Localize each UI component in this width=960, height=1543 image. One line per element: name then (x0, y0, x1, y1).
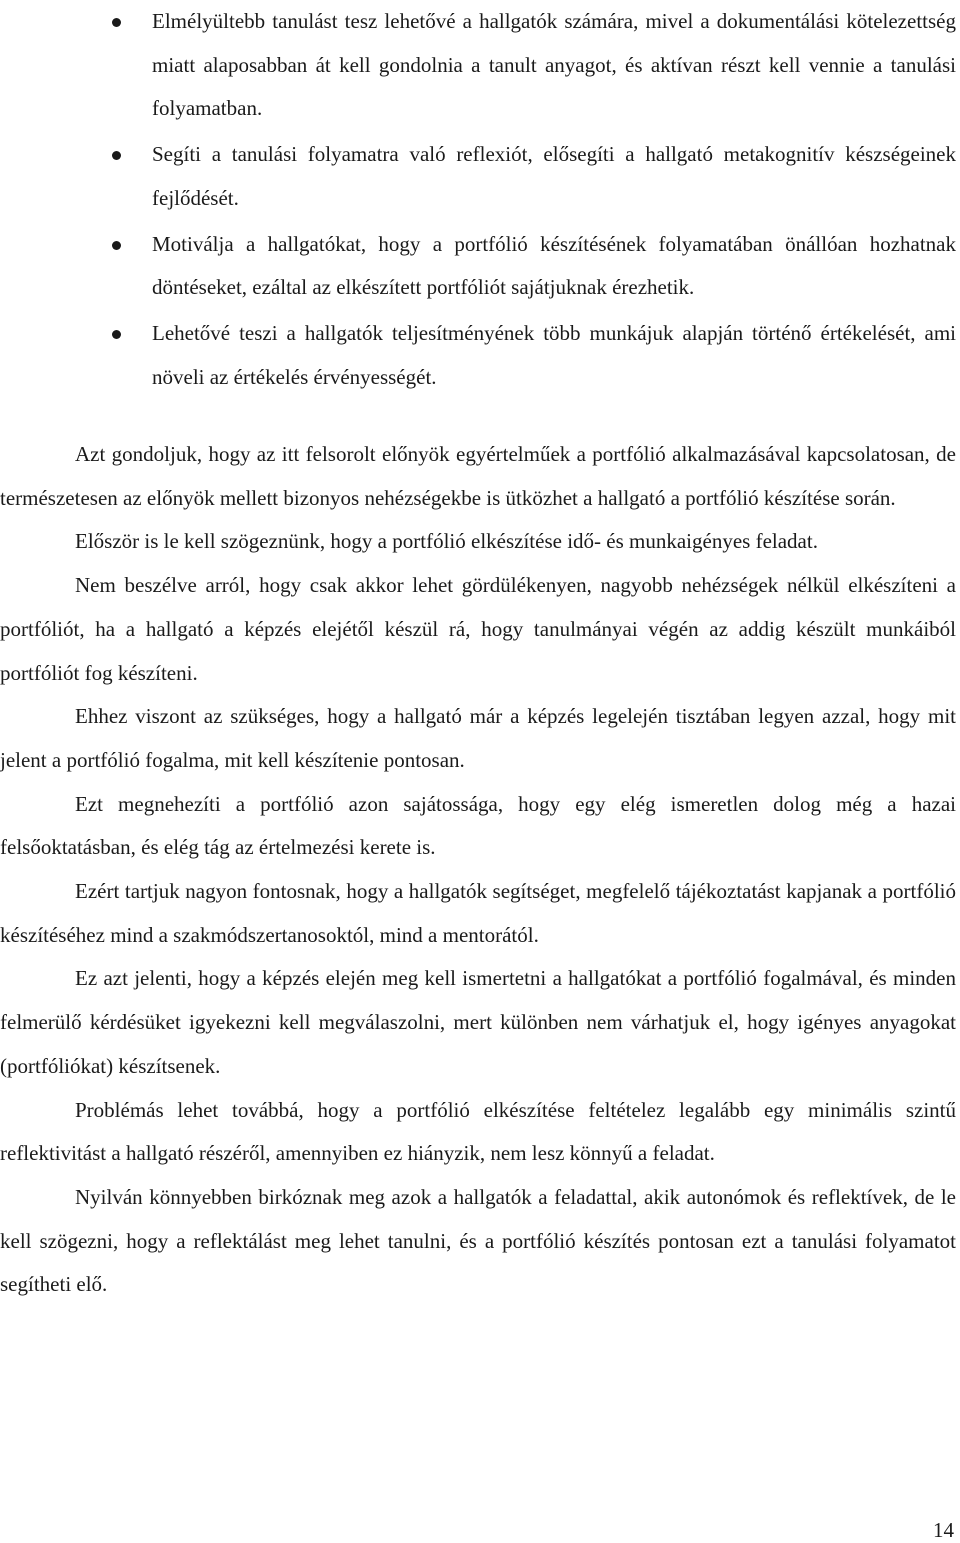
bullet-text: Segíti a tanulási folyamatra való reflexiót, elősegíti a hallgató metakognitív készségeinek fejlődését. (152, 142, 956, 210)
bullet-dot-icon (112, 330, 121, 339)
bullet-item (0, 312, 960, 399)
paragraph: Nyilván könnyebben birkóznak meg azok a hallgatók a feladattal, akik autonómok és reflektívek, de le kell szögezni, hogy a reflektálást meg lehet tanulni, és a portfólió készítés pontosan ezt a tanulási folyamatot segítheti elő. (0, 1184, 956, 1297)
bullet-item (0, 133, 960, 220)
bullet-dot-icon (112, 18, 121, 27)
paragraph: Ehhez viszont az szükséges, hogy a hallgató már a képzés legelején tisztában legyen azzal, hogy mit jelent a portfólió fogalma, mit kell készítenie pontosan. (0, 704, 956, 772)
bullet-item (0, 223, 960, 310)
bullet-item (0, 0, 960, 131)
paragraph: Először is le kell szögeznünk, hogy a portfólió elkészítése idő- és munkaigényes feladat. (75, 529, 818, 554)
bullet-dot-icon (112, 151, 121, 160)
paragraph: Problémás lehet továbbá, hogy a portfólió elkészítése feltételez legalább egy minimális szintű reflektivitást a hallgató részéről, amennyiben ez hiányzik, nem lesz könnyű a feladat. (0, 1097, 956, 1166)
bullet-text: Motiválja a hallgatókat, hogy a portfólió készítésének folyamatában önállóan hozhatnak döntéseket, ezáltal az elkészített portfóliót sajátjuknak érezhetik. (152, 231, 956, 300)
paragraph: Nem beszélve arról, hogy csak akkor lehet gördülékenyen, nagyobb nehézségek nélkül elkészíteni a portfóliót, ha a hallgató a képzés elejétől készül rá, hogy tanulmányai végén az addig készült munkáiból portfóliót fog készíteni. (0, 573, 956, 685)
bullet-text: Elmélyültebb tanulást tesz lehetővé a hallgatók számára, mivel a dokumentálási kötelezettség miatt alaposabban át kell gondolnia a tanult anyagot, és aktívan részt kell vennie a tanulási folyamatban. (152, 9, 956, 121)
paragraph: Ezért tartjuk nagyon fontosnak, hogy a hallgatók segítséget, megfelelő tájékoztatást kapjanak a portfólió készítéséhez mind a szakmódszertanosoktól, mind a mentorától. (0, 879, 956, 947)
page-number: 14 (933, 1518, 954, 1542)
body-text (0, 433, 956, 1307)
paragraph: Ezt megnehezíti a portfólió azon sajátossága, hogy egy elég ismeretlen dolog még a hazai felsőoktatásban, és elég tág az értelmezési kerete is. (0, 791, 956, 860)
bullet-dot-icon (112, 241, 121, 250)
paragraph: Ez azt jelenti, hogy a képzés elején meg kell ismertetni a hallgatókat a portfólió fogalmával, és minden felmerülő kérdésüket igyekezni kell megválaszolni, mert különben nem várhatjuk el, hogy igényes anyagokat (portfóliókat) készítsenek. (0, 966, 956, 1078)
advantages-bullet-list (0, 0, 960, 401)
paragraph: Azt gondoljuk, hogy az itt felsorolt előnyök egyértelműek a portfólió alkalmazásával kapcsolatosan, de természetesen az előnyök mellett bizonyos nehézségekbe is ütközhet a hallgató a portfólió készítése során. (0, 442, 956, 510)
bullet-text: Lehetővé teszi a hallgatók teljesítményének több munkájuk alapján történő értékelését, ami növeli az értékelés érvényességét. (152, 320, 956, 389)
